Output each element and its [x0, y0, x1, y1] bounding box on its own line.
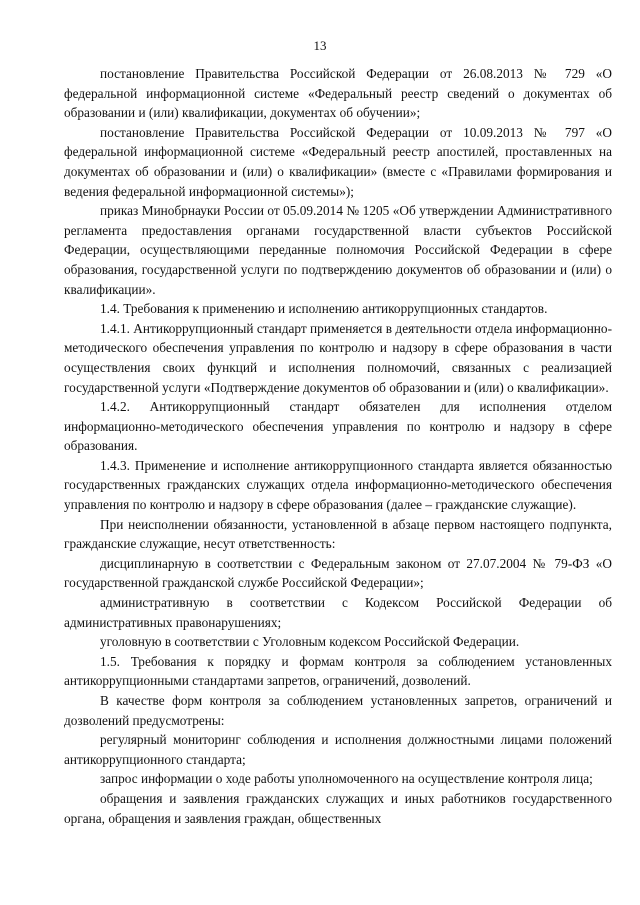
paragraph: дисциплинарную в соответствии с Федеральным законом от 27.07.2004 № 79-ФЗ «О государственной гражданской службе Российской Федерации»; [64, 555, 612, 591]
paragraph: 1.4.1. Антикоррупционный стандарт применяется в деятельности отдела информационно-методического обеспечения управления по контролю и надзору в сфере образования в части осуществления своих функций и исполнения полномочий, связанных с реализацией государственной услуги «Подтверждение документов об образовании и (или) о квалификации». [64, 320, 612, 395]
paragraph: постановление Правительства Российской Федерации от 26.08.2013 № 729 «О федеральной информационной системе «Федеральный реестр сведений о документах об образовании и (или) квалификации, документах об обучении»; [64, 66, 612, 121]
paragraph: регулярный мониторинг соблюдения и исполнения должностными лицами положений антикоррупционного стандарта; [64, 732, 612, 767]
paragraph: При неисполнении обязанности, установленной в абзаце первом настоящего подпункта, гражданские служащие, несут ответственность: [64, 516, 612, 552]
section-heading-1-4: 1.4. Требования к применению и исполнению антикоррупционных стандартов. [100, 301, 548, 317]
paragraph: административную в соответствии с Кодексом Российской Федерации об административных правонарушениях; [64, 595, 612, 630]
paragraph: приказ Минобрнауки России от 05.09.2014 № 1205 «Об утверждении Административного регламента предоставления органами государственной власти субъектов Российской Федерации, осуществляющими переданные полномочия Российской Федерации в сфере образования, государственной услуги по подтверждению документов об образовании и (или) о квалификации». [64, 203, 612, 297]
paragraph: В качестве форм контроля за соблюдением установленных запретов, ограничений и дозволений предусмотрены: [64, 693, 612, 728]
document-body [64, 64, 612, 828]
paragraph: постановление Правительства Российской Федерации от 10.09.2013 № 797 «О федеральной информационной системе «Федеральный реестр апостилей, проставленных на документах об образовании и (или) о квалификации» (вместе с «Правилами формирования и ведения федеральной информационной системы»); [64, 124, 612, 199]
paragraph: обращения и заявления гражданских служащих и иных работников государственного органа, обращения и заявления граждан, общественных [64, 790, 612, 826]
paragraph: 1.4.3. Применение и исполнение антикоррупционного стандарта является обязанностью государственных гражданских служащих отдела информационно-методического обеспечения управления по контролю и надзору в сфере образования (далее – гражданские служащие). [64, 457, 612, 513]
paragraph: 1.4.2. Антикоррупционный стандарт обязателен для исполнения отделом информационно-методического обеспечения управления по контролю и надзору в сфере образования. [64, 399, 612, 454]
paragraph: запрос информации о ходе работы уполномоченного на осуществление контроля лица; [100, 771, 593, 787]
section-heading-1-5: 1.5. Требования к порядку и формам контроля за соблюдением установленных антикоррупционными стандартами запретов, ограничений, дозволений. [64, 653, 612, 689]
paragraph: уголовную в соответствии с Уголовным кодексом Российской Федерации. [100, 634, 520, 650]
page-number: 13 [313, 38, 327, 53]
